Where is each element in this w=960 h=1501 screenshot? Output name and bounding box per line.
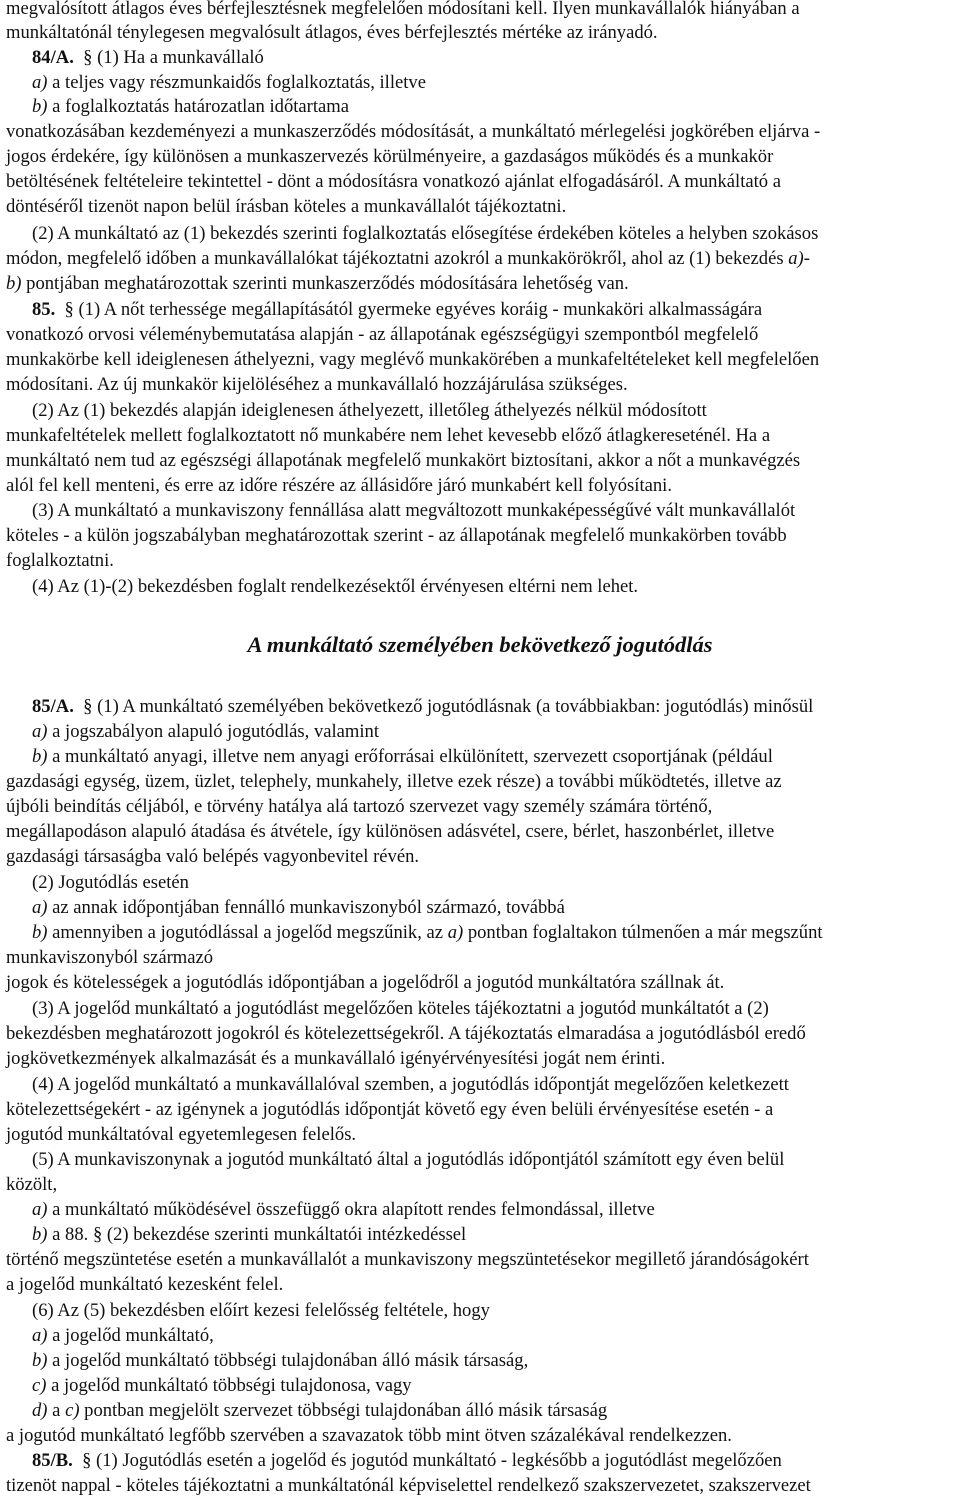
- text-line: munkáltatónál ténylegesen megvalósult átlagos, éves bérfejlesztés mértéke az irányadó.: [6, 22, 658, 43]
- text-line: bekezdésben meghatározott jogokról és kötelezettségekről. A tájékoztatás elmaradása a jogutódlásból eredő: [6, 1023, 806, 1044]
- list-item: a) a munkáltató működésével összefüggő okra alapított rendes felmondással, illetve: [32, 1199, 655, 1220]
- list-marker: b): [6, 273, 22, 294]
- list-marker: c): [65, 1400, 80, 1421]
- text-line: köteles - a külön jogszabályban meghatározottak szerint - az állapotának megfelelő munkakörben tovább: [6, 525, 787, 546]
- list-item: a) a teljes vagy részmunkaidős foglalkoztatás, illetve: [32, 72, 426, 93]
- text-line: (3) A munkáltató a munkaviszony fennállása alatt megváltozott munkaképességűvé vált munkavállalót: [32, 500, 796, 521]
- text-line: jogutód munkáltatóval egyetemlegesen felelős.: [6, 1124, 357, 1145]
- text-line: jogkövetkezmények alkalmazását és a munkavállaló igényérvényesítési jogát nem érinti.: [6, 1048, 666, 1069]
- text-line: vonatkozó orvosi véleménybemutatása alapján - az állapotának egészségügyi szempontból megfelelő: [6, 324, 759, 345]
- section-85-start: 85. § (1) A nőt terhessége megállapításától gyermeke egyéves koráig - munkaköri alkalmasságára: [32, 299, 763, 320]
- text-line: gazdasági egység, üzem, üzlet, telephely, munkahely, illetve ezek része) a további működtetés, illetve az: [6, 771, 782, 792]
- list-item: a) a jogszabályon alapuló jogutódlás, valamint: [32, 721, 380, 742]
- text-line: vonatkozásában kezdeményezi a munkaszerződés módosítását, a munkáltató mérlegelési jogkörében eljárva -: [6, 121, 821, 142]
- section-number: 84/A.: [32, 47, 74, 68]
- list-item: d) a c) pontban megjelölt szervezet többségi tulajdonában álló másik társaság: [32, 1400, 608, 1421]
- list-item: b) a foglalkoztatás határozatlan időtartama: [32, 96, 349, 117]
- text-line: újbóli beindítás céljából, e törvény hatálya alá tartozó szervezet vagy személy számára történő,: [6, 796, 713, 817]
- text-line: foglalkoztatni.: [6, 550, 114, 571]
- text-line: gazdasági társaságba való belépés vagyonbevitel révén.: [6, 846, 420, 867]
- list-marker: d): [32, 1400, 48, 1421]
- text-line: (3) A jogelőd munkáltató a jogutódlást megelőzően köteles tájékoztatni a jogutód munkáltatót a (2): [32, 998, 769, 1019]
- section-number: 85/A.: [32, 696, 74, 717]
- list-item: a) a jogelőd munkáltató,: [32, 1325, 214, 1346]
- list-item: a) az annak időpontjában fennálló munkaviszonyból származó, továbbá: [32, 897, 565, 918]
- text-line: b) pontjában meghatározottak szerinti munkaszerződés módosítására lehetőség van.: [6, 273, 629, 294]
- text-line: (6) Az (5) bekezdésben előírt kezesi felelősség feltétele, hogy: [32, 1300, 490, 1321]
- list-marker: b): [32, 746, 48, 767]
- text-line: módon, megfelelő időben a munkavállalókat tájékoztatni azokról a munkakörökről, ahol az (1) bekezdés a)-: [6, 248, 810, 269]
- text-line: tizenöt nappal - köteles tájékoztatni a munkáltatónál képviselettel rendelkező szakszervezetet, szakszervezet: [6, 1475, 811, 1496]
- list-marker: b): [32, 1224, 48, 1245]
- text-line: alól fel kell menteni, és erre az időre részére az állásidőre járó munkabért kell folyósítani.: [6, 475, 672, 496]
- section-heading: A munkáltató személyében bekövetkező jogutódlás: [247, 632, 713, 657]
- text-line: megvalósított átlagos éves bérfejlesztésnek megfelelően módosítani kell. Ilyen munkavállalók hiányában a: [6, 0, 800, 19]
- list-marker: a): [32, 1199, 48, 1220]
- text-line: munkakörbe kell ideiglenesen áthelyezni, vagy meglévő munkakörében a munkafeltételeket kell megfelelően: [6, 349, 820, 370]
- list-marker: a): [32, 897, 48, 918]
- text-line: a jogutód munkáltató legfőbb szervében a szavazatok több mint ötven százalékával rendelkezzen.: [6, 1425, 732, 1446]
- text-line: jogok és kötelességek a jogutódlás időpontjában a jogelődről a jogutód munkáltatóra szállnak át.: [6, 972, 725, 993]
- list-marker: a): [32, 1325, 48, 1346]
- text-line: jogos érdekére, így különösen a munkaszervezés körülményeire, a gazdaságos működés és a munkakör: [6, 146, 774, 167]
- list-marker: b): [32, 96, 48, 117]
- text-line: döntéséről tizenöt napon belül írásban köteles a munkavállalót tájékoztatni.: [6, 196, 567, 217]
- text-line: (5) A munkaviszonynak a jogutód munkáltató által a jogutódlás időpontjától számított egy éven belül: [32, 1149, 785, 1170]
- list-marker: a): [32, 721, 48, 742]
- list-marker: b): [32, 922, 48, 943]
- text-line: munkafeltételek mellett foglalkoztatott nő munkabére nem lehet kevesebb előző átlagkereseténél. Ha a: [6, 425, 771, 446]
- text-line: módosítani. Az új munkakör kijelöléséhez a munkavállaló hozzájárulása szükséges.: [6, 374, 628, 395]
- list-item: b) a 88. § (2) bekezdése szerinti munkáltatói intézkedéssel: [32, 1224, 467, 1245]
- section-85b-start: 85/B. § (1) Jogutódlás esetén a jogelőd és jogutód munkáltató - legkésőbb a jogutódlást megelőzően: [32, 1450, 782, 1471]
- text-line: (2) Jogutódlás esetén: [32, 872, 189, 893]
- list-marker: c): [32, 1375, 47, 1396]
- section-number: 85.: [32, 299, 56, 320]
- text-line: (4) Az (1)-(2) bekezdésben foglalt rendelkezésektől érvényesen eltérni nem lehet.: [32, 576, 639, 597]
- list-item: b) a munkáltató anyagi, illetve nem anyagi erőforrásai elkülönített, szervezett csoportjának (például: [32, 746, 773, 767]
- text-line: munkáltató nem tud az egészségi állapotának megfelelő munkakört biztosítani, akkor a nőt a munkavégzés: [6, 450, 801, 471]
- text-line: a jogelőd munkáltató kezesként felel.: [6, 1274, 284, 1295]
- text-line: betöltésének feltételeire tekintettel - dönt a módosításra vonatkozó ajánlat elfogadásáról. A munkáltató a: [6, 171, 781, 192]
- list-item: b) amennyiben a jogutódlással a jogelőd megszűnik, az a) pontban foglaltakon túlmenően a már megszűnt: [32, 922, 823, 943]
- section-number: 85/B.: [32, 1450, 73, 1471]
- section-85a-start: 85/A. § (1) A munkáltató személyében bekövetkező jogutódlásnak (a továbbiakban: jogutódlás) minősül: [32, 696, 814, 717]
- text-line: megállapodáson alapuló átadása és átvétele, így különösen adásvétel, csere, bérlet, haszonbérlet, illetve: [6, 821, 775, 842]
- list-marker: a): [32, 72, 48, 93]
- text-line: (2) Az (1) bekezdés alapján ideiglenesen áthelyezett, illetőleg áthelyezés nélkül módosított: [32, 400, 707, 421]
- section-84a-start: 84/A. § (1) Ha a munkavállaló: [32, 47, 264, 68]
- text-line: munkaviszonyból származó: [6, 947, 214, 968]
- text-line: kötelezettségekért - az igénynek a jogutódlás időpontját követő egy éven belüli érvényesítése esetén - a: [6, 1099, 774, 1120]
- text-line: közölt,: [6, 1174, 58, 1195]
- list-marker: b): [32, 1350, 48, 1371]
- text-line: (4) A jogelőd munkáltató a munkavállalóval szemben, a jogutódlás időpontját megelőzően keletkezett: [32, 1074, 789, 1095]
- list-item: c) a jogelőd munkáltató többségi tulajdonosa, vagy: [32, 1375, 412, 1396]
- text-line: (2) A munkáltató az (1) bekezdés szerinti foglalkoztatás elősegítése érdekében köteles a helyben szokásos: [32, 223, 819, 244]
- text-line: történő megszüntetése esetén a munkavállalót a munkaviszony megszüntetésekor megillető járandóságokért: [6, 1249, 809, 1270]
- list-marker: a): [788, 248, 804, 269]
- list-item: b) a jogelőd munkáltató többségi tulajdonában álló másik társaság,: [32, 1350, 529, 1371]
- list-marker: a): [447, 922, 464, 943]
